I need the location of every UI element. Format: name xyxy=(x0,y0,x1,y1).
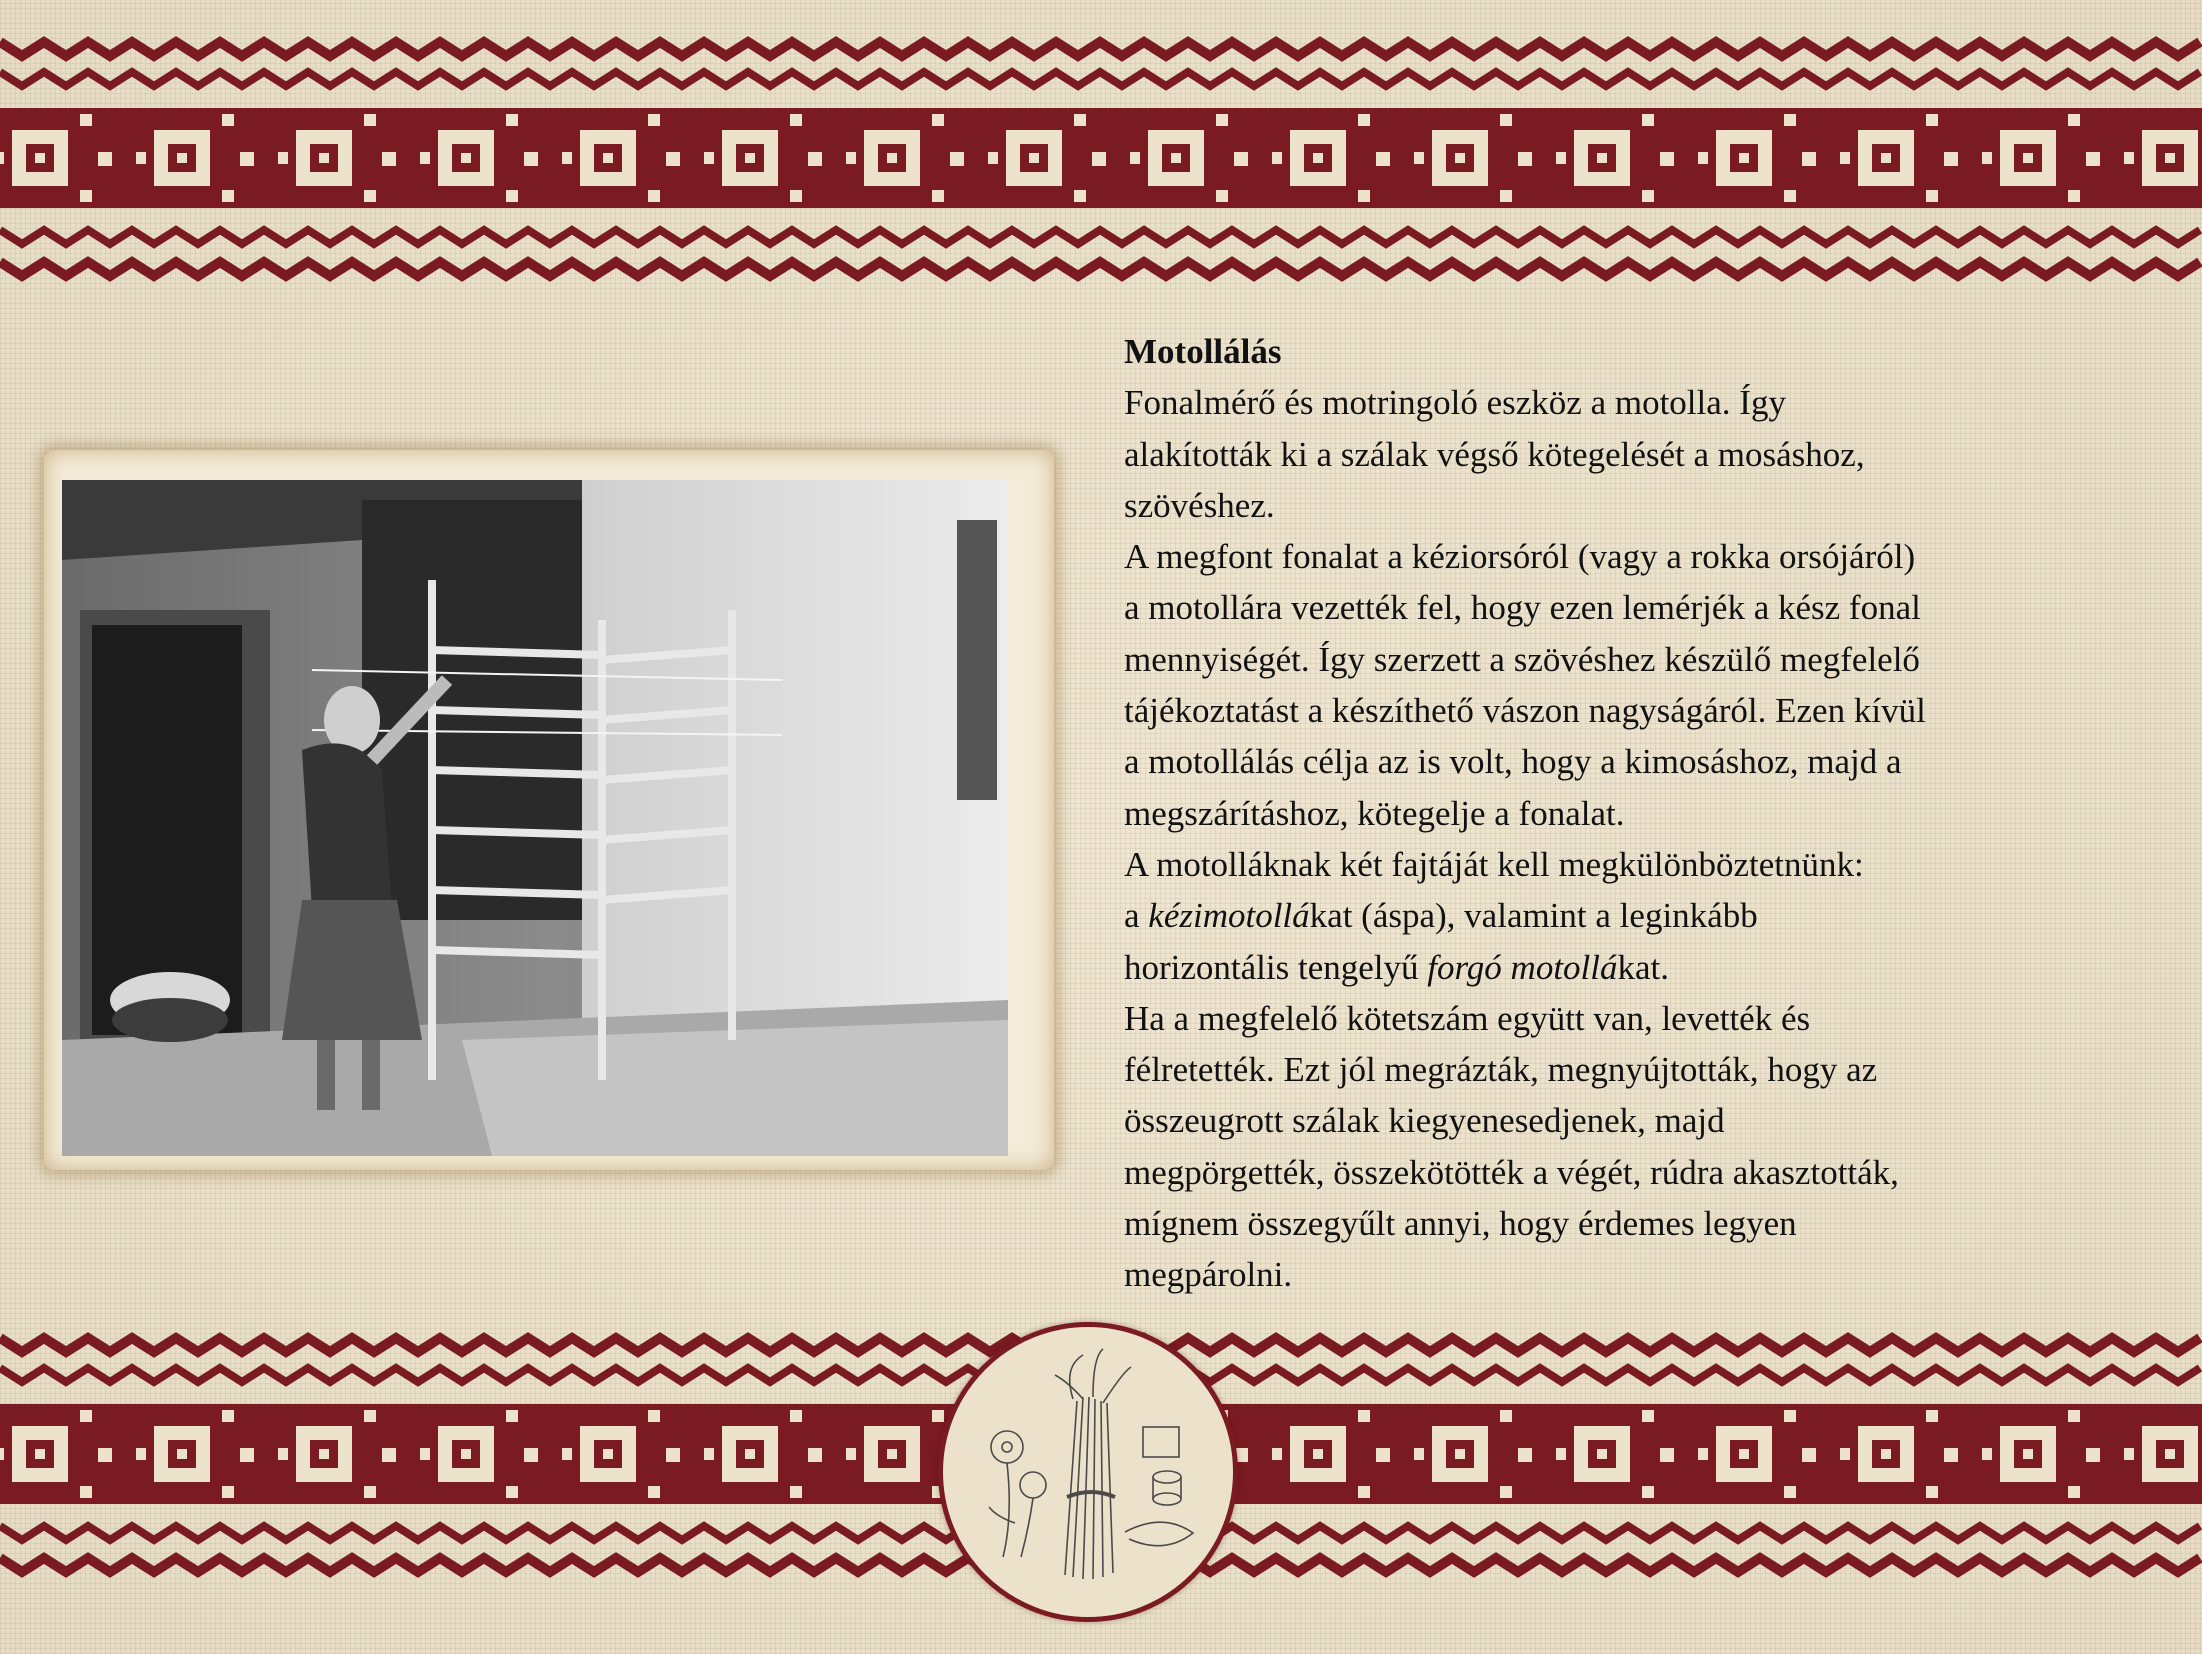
article-line: A motolláknak két fajtáját kell megkülönböztetnünk: xyxy=(1124,844,1864,884)
article-line: a motollára vezették fel, hogy ezen lemérjék a kész fonal xyxy=(1124,588,1921,628)
article-line: megpörgették, összekötötték a végét, rúdra akasztották, xyxy=(1124,1152,1899,1192)
article-line: Ha a megfelelő kötetszám együtt van, levették és xyxy=(1124,998,1811,1038)
article-line: szövéshez. xyxy=(1124,485,1275,525)
article-line: Fonalmérő és motringoló eszköz a motolla. Így xyxy=(1124,383,1786,423)
top-embroidery-border xyxy=(0,34,2202,284)
article-line: megszárításhoz, kötegelje a fonalat. xyxy=(1124,793,1625,833)
article-line: félretették. Ezt jól megrázták, megnyújtották, hogy az xyxy=(1124,1050,1878,1090)
article-text xyxy=(1124,326,2174,1301)
article-line: a motollálás célja az is volt, hogy a kimosáshoz, majd a xyxy=(1124,742,1902,782)
historical-photo xyxy=(62,480,1008,1156)
article-line: tájékoztatást a készíthető vászon nagyságáról. Ezen kívül xyxy=(1124,691,1926,731)
article-line: összeugrott szálak kiegyenesedjenek, majd xyxy=(1124,1101,1725,1141)
article-title: Motollálás xyxy=(1124,332,1282,371)
article-line: mennyiségét. Így szerzett a szövéshez készülő megfelelő xyxy=(1124,639,1920,679)
article-line: megpárolni. xyxy=(1124,1255,1293,1295)
article-line: a kézimotollákat (áspa), valamint a leginkább xyxy=(1124,896,1758,936)
article-line: mígnem összegyűlt annyi, hogy érdemes legyen xyxy=(1124,1204,1797,1244)
flax-medallion xyxy=(938,1322,1238,1622)
article-line: A megfont fonalat a kéziorsóról (vagy a rokka orsójáról) xyxy=(1124,537,1916,577)
article-line: horizontális tengelyű forgó motollákat. xyxy=(1124,947,1670,987)
flax-illustration xyxy=(943,1327,1233,1617)
article-line: alakították ki a szálak végső kötegelését a mosáshoz, xyxy=(1124,434,1865,474)
